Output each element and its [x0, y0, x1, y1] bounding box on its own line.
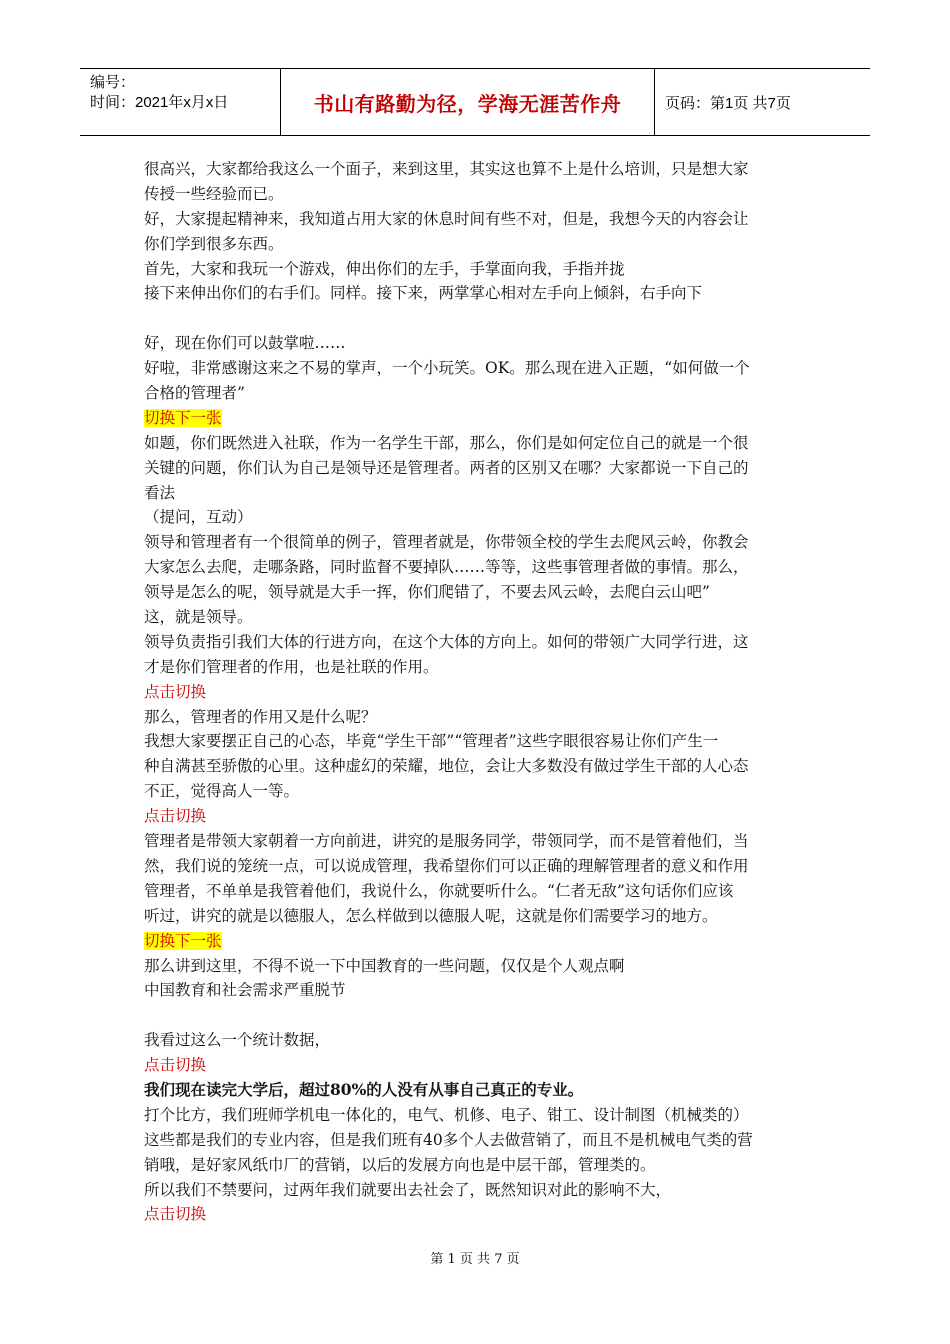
paragraph-line: 那么，管理者的作用又是什么呢？ [144, 707, 377, 726]
paragraph-line: 中国教育和社会需求严重脱节 [144, 981, 346, 1000]
page-info: 页码：第1页 共7页 [665, 94, 791, 112]
slide-cue-highlight: 切换下一张 [144, 408, 222, 427]
paragraph-line: 才是你们管理者的作用，也是社联的作用。 [144, 657, 439, 676]
document-body [144, 157, 809, 1227]
paragraph-line: 合格的管理者” [144, 384, 245, 403]
paragraph-line: 我看过这么一个统计数据， [144, 1031, 331, 1050]
header-page-cell [655, 69, 870, 135]
paragraph-line: 传授一些经验而已。 [144, 184, 284, 203]
paragraph-line: （提问，互动） [144, 508, 253, 527]
slide-cue-line [144, 406, 809, 431]
paragraph-line: 我想大家要摆正自己的心态，毕竟“学生干部”“管理者”这些字眼很容易让你们产生一 [144, 732, 719, 751]
paragraph-line: 这些都是我们的专业内容，但是我们班有40多个人去做营销了，而且不是机械电气类的营 [144, 1130, 753, 1149]
header-table [80, 68, 870, 136]
paragraph-line: 看法 [144, 483, 176, 502]
paragraph-line: 种自满甚至骄傲的心里。这种虚幻的荣耀，地位，会让大多数没有做过学生干部的人心态 [144, 757, 749, 776]
blank-line [144, 1003, 809, 1028]
paragraph-line: 如题，你们既然进入社联，作为一名学生干部，那么，你们是如何定位自己的就是一个很 [144, 433, 749, 452]
slide-cue-highlight: 切换下一张 [144, 931, 222, 950]
paragraph-line: 很高兴，大家都给我这么一个面子，来到这里，其实这也算不上是什么培训，只是想大家 [144, 160, 749, 178]
paragraph-line: 好，现在你们可以鼓掌啦…… [144, 334, 346, 353]
click-cue-line: 点击切换 [144, 1056, 207, 1075]
paragraph-line: 领导负责指引我们大体的行进方向，在这个大体的方向上。如何的带领广大同学行进，这 [144, 632, 749, 651]
paragraph-line: 首先，大家和我玩一个游戏，伸出你们的左手，手掌面向我，手指并拢 [144, 259, 625, 278]
paragraph-line: 领导是怎么的呢，领导就是大手一挥，你们爬错了，不要去风云岭，去爬白云山吧” [144, 583, 710, 602]
paragraph-line: 听过，讲究的就是以德服人，怎么样做到以德服人呢，这就是你们需要学习的地方。 [144, 906, 718, 925]
header-left-cell [80, 69, 280, 135]
paragraph-line: 大家怎么去爬，走哪条路，同时监督不要掉队……等等，这些事管理者做的事情。那么， [144, 558, 749, 577]
motto-text: 书山有路勤为径，学海无涯苦作舟 [313, 91, 622, 116]
paragraph-line: 好啦，非常感谢这来之不易的掌声，一个小玩笑。OK。那么现在进入正题，“如何做一个 [144, 359, 750, 378]
paragraph-line: 你们学到很多东西。 [144, 234, 284, 253]
paragraph-line: 销哦，是好家风纸巾厂的营销，以后的发展方向也是中层干部，管理类的。 [144, 1155, 656, 1174]
paragraph-line: 这，就是领导。 [144, 608, 253, 627]
paragraph-line: 管理者是带领大家朝着一方向前进，讲究的是服务同学，带领同学，而不是管着他们，当 [144, 832, 749, 851]
date-label: 时间：2021年x月x日 [90, 94, 229, 111]
bold-statement-line: 我们现在读完大学后，超过80%的人没有从事自己真正的专业。 [144, 1079, 584, 1099]
paragraph-line: 打个比方，我们班师学机电一体化的，电气、机修、电子、钳工、设计制图（机械类的） [144, 1105, 749, 1124]
page-footer [0, 1248, 950, 1267]
paragraph-line: 然，我们说的笼统一点，可以说成管理，我希望你们可以正确的理解管理者的意义和作用 [144, 856, 749, 875]
paragraph-line: 管理者，不单单是我管着他们，我说什么，你就要听什么。“仁者无敌”这句话你们应该 [144, 881, 734, 900]
click-cue-line: 点击切换 [144, 1205, 207, 1224]
paragraph-line: 不正，觉得高人一等。 [144, 782, 300, 801]
click-cue-line: 点击切换 [144, 807, 207, 826]
paragraph-line: 领导和管理者有一个很简单的例子，管理者就是，你带领全校的学生去爬风云岭，你教会 [144, 533, 749, 552]
paragraph-line: 关键的问题，你们认为自己是领导还是管理者。两者的区别又在哪？大家都说一下自己的 [144, 458, 749, 477]
footer-page-number: 第 1 页 共 7 页 [430, 1252, 520, 1267]
paragraph-line: 所以我们不禁要问，过两年我们就要出去社会了，既然知识对此的影响不大， [144, 1180, 672, 1199]
click-cue-line: 点击切换 [144, 682, 207, 701]
blank-line [144, 306, 809, 331]
slide-cue-line [144, 929, 809, 954]
number-label: 编号： [90, 74, 136, 91]
header-motto-cell [280, 69, 655, 135]
paragraph-line: 好，大家提起精神来，我知道占用大家的休息时间有些不对，但是，我想今天的内容会让 [144, 209, 749, 228]
paragraph-line: 接下来伸出你们的右手们。同样。接下来，两掌掌心相对左手向上倾斜，右手向下 [144, 284, 703, 303]
paragraph-line: 那么讲到这里，不得不说一下中国教育的一些问题，仅仅是个人观点啊 [144, 956, 625, 975]
